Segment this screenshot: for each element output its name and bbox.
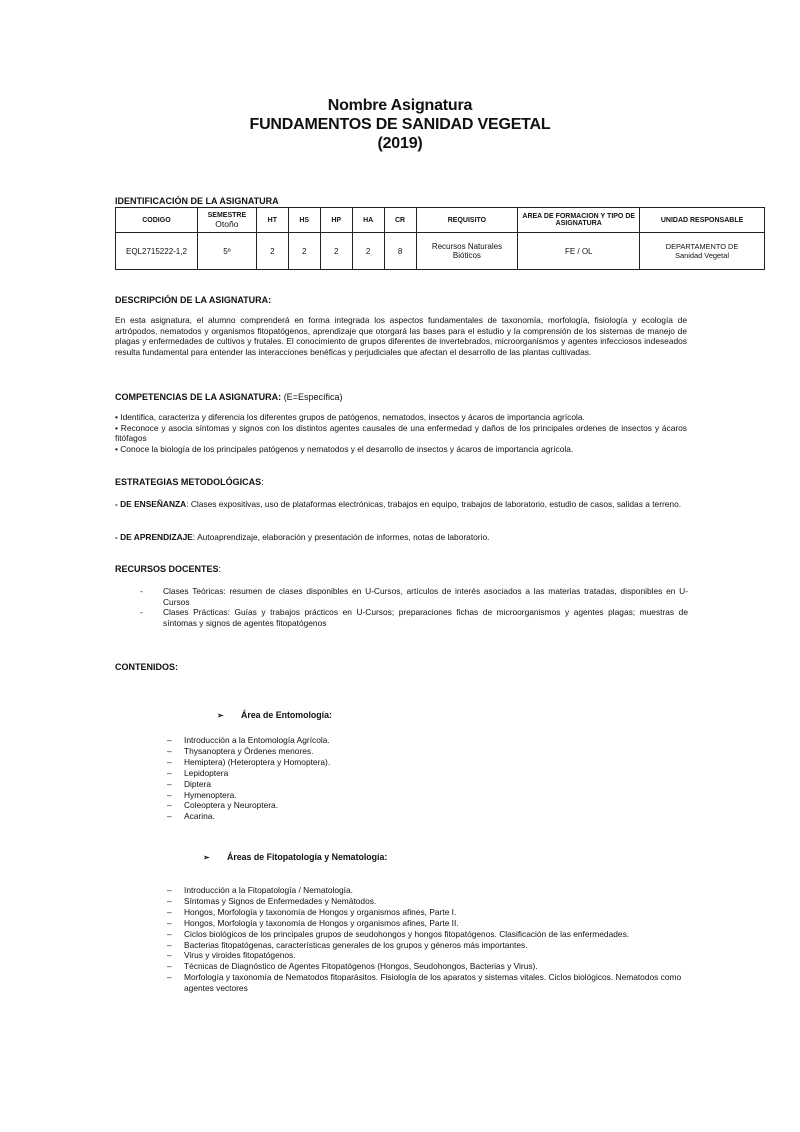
col-ha: HA <box>352 208 384 233</box>
dash-marker: – <box>167 917 172 928</box>
aprendizaje-text: : Autoaprendizaje, elaboración y presentación de informes, notas de laboratorio. <box>192 532 490 542</box>
topic-text: Técnicas de Diagnóstico de Agentes Fitopatógenos (Hongos, Seudohongos, Bacterias y Virus). <box>184 961 538 972</box>
fitopatologia-title: Áreas de Fitopatología y Nematología: <box>227 852 388 862</box>
fitopatologia-topics <box>167 885 697 994</box>
arrow-bullet-icon: ➢ <box>217 711 224 720</box>
topic-text: Virus y viroides fitopatógenos. <box>184 950 296 961</box>
dash-marker: – <box>167 928 172 939</box>
topic-text: Introducción a la Fitopatología / Nematología. <box>184 885 353 895</box>
topic-text: Bacterias fitopatógenas, características generales de los grupos y géneros más importantes. <box>184 939 528 950</box>
identification-table <box>115 207 765 270</box>
dash-marker: – <box>167 972 172 983</box>
list-item <box>167 811 697 822</box>
identification-heading: IDENTIFICACIÓN DE LA ASIGNATURA <box>115 196 279 206</box>
topic-text: Ciclos biológicos de los principales grupos de seudohongos y hongos fitopatógenos. Clasificación de las enfermedades. <box>184 928 630 939</box>
col-cr: CR <box>384 208 416 233</box>
competencias-heading-note: (E=Específica) <box>283 392 343 402</box>
dash-marker: – <box>167 789 172 800</box>
aprendizaje-label: - DE APRENDIZAJE <box>115 532 193 542</box>
descripcion-heading: DESCRIPCIÓN DE LA ASIGNATURA: <box>115 295 272 305</box>
list-item <box>167 757 697 768</box>
dash-marker: – <box>167 895 172 906</box>
entomologia-topics <box>167 735 697 822</box>
col-hp: HP <box>320 208 352 233</box>
cell-area: FE / OL <box>518 233 640 270</box>
list-item <box>140 586 688 607</box>
recursos-heading-colon: : <box>218 564 222 574</box>
dash-marker: – <box>167 745 172 756</box>
col-area: AREA DE FORMACION Y TIPO DE ASIGNATURA <box>518 208 640 233</box>
entomologia-heading <box>217 710 332 720</box>
list-item <box>167 918 697 929</box>
list-item <box>167 961 697 972</box>
cell-semestre: 5º <box>197 233 256 270</box>
cell-unidad <box>640 233 765 270</box>
competencias-list <box>115 412 687 454</box>
cell-unidad-line-2: Sanidad Vegetal <box>675 251 729 260</box>
topic-text: Diptera <box>184 778 211 789</box>
recursos-heading <box>115 564 221 574</box>
estrategias-heading <box>115 477 264 487</box>
list-item <box>167 929 697 940</box>
list-item <box>167 885 697 896</box>
col-ht: HT <box>256 208 288 233</box>
list-item: • Identifica, caracteriza y diferencia los diferentes grupos de patógenos, nematodos, insectos y ácaros de importancia agrícola. <box>115 412 585 422</box>
recurso-text: Clases Teóricas: resumen de clases disponibles en U-Cursos, artículos de interés asociados a las materias tratadas, disponibles en U-Cursos <box>163 586 688 607</box>
entomologia-title: Área de Entomología: <box>241 710 332 720</box>
list-item <box>167 768 697 779</box>
col-semestre-sub: Otoño <box>215 218 239 229</box>
dash-marker: – <box>167 756 172 767</box>
recursos-heading-label: RECURSOS DOCENTES <box>115 564 219 574</box>
col-codigo: CODIGO <box>116 208 198 233</box>
dash-marker: – <box>167 939 172 950</box>
descripcion-text: En esta asignatura, el alumno comprenderá en forma integrada los aspectos fundamentales de taxonomía, morfología, fisiología y ecología de artrópodos, nematodos y organismos fitopatógenos, aprendizaje que otorgará las bases para el estudio y la comprensión de los sistemas de manejo de plagas y enfermedades de cultivos y frutales. El conocimiento de grupos diferentes de invertebrados, microorganismos y agentes infecciosos indeseados resulta fundamental para entender las interacciones benéficas y perjudiciales que afectan el desarrollo de las plantas cultivadas. <box>115 315 687 357</box>
estrategias-heading-label: ESTRATEGIAS METODOLÓGICAS <box>115 477 262 487</box>
list-item <box>167 907 697 918</box>
recursos-list <box>140 586 688 628</box>
list-item <box>167 779 697 790</box>
cell-hs: 2 <box>288 233 320 270</box>
recurso-text: Clases Prácticas: Guías y trabajos prácticos en U-Cursos; preparaciones fichas de microorganismos y agentes plagas; muestras de síntomas y signos de agentes fitopatógenos <box>163 607 688 628</box>
list-item <box>167 735 697 746</box>
topic-text: Thysanoptera y Órdenes menores. <box>184 745 314 756</box>
topic-text: Hongos, Morfología y taxonomía de Hongos y organismos afines, Parte I. <box>184 906 457 917</box>
cell-ht: 2 <box>256 233 288 270</box>
topic-text: Hemiptera) (Heteroptera y Homoptera). <box>184 756 331 767</box>
topic-text: Hymenoptera. <box>184 789 237 800</box>
cell-cr: 8 <box>384 233 416 270</box>
ensenanza-text: : Clases expositivas, uso de plataformas electrónicas, trabajos en equipo, trabajos de laboratorio, estudio de casos, salidas a terreno. <box>186 499 682 509</box>
arrow-bullet-icon: ➢ <box>203 853 210 862</box>
dash-marker: – <box>167 767 172 778</box>
topic-text: Lepidoptera <box>184 767 229 778</box>
competencias-heading <box>115 392 342 402</box>
topic-text: Hongos, Morfología y taxonomía de Hongos y organismos afines, Parte II. <box>184 917 459 928</box>
list-item: • Conoce la biología de los principales patógenos y nematodos y el desarrollo de insectos y ácaros de importancia agrícola. <box>115 443 574 454</box>
estrategias-heading-colon: : <box>261 477 264 487</box>
dash-marker: – <box>167 800 172 811</box>
estrategias-ensenanza <box>115 499 687 510</box>
ensenanza-label: - DE ENSEÑANZA <box>115 499 187 509</box>
cell-unidad-line-1: DEPARTAMENTO DE <box>665 242 739 251</box>
title-block <box>0 96 800 153</box>
course-year: (2019) <box>377 135 423 152</box>
list-item <box>167 746 697 757</box>
dash-marker: – <box>167 950 172 961</box>
list-item <box>140 607 688 628</box>
estrategias-aprendizaje <box>115 532 687 543</box>
list-item <box>167 800 697 811</box>
topic-text: Acarina. <box>184 811 215 822</box>
dash-marker: - <box>140 607 143 618</box>
cell-codigo: EQL2715222-1,2 <box>116 233 198 270</box>
cell-requisito: Recursos Naturales Bióticos <box>416 233 518 270</box>
list-item <box>167 972 697 994</box>
list-item: • Reconoce y asocia síntomas y signos con los distintos agentes causales de una enfermedad y daños de los principales ordenes de insectos y ácaros fitófagos <box>115 422 687 444</box>
list-item <box>167 790 697 801</box>
cell-hp: 2 <box>320 233 352 270</box>
course-title: FUNDAMENTOS DE SANIDAD VEGETAL <box>249 116 551 133</box>
dash-marker: – <box>167 885 172 895</box>
col-unidad: UNIDAD RESPONSABLE <box>640 208 765 233</box>
competencias-heading-label: COMPETENCIAS DE LA ASIGNATURA: <box>115 392 282 402</box>
table-row <box>116 233 765 270</box>
col-semestre <box>197 208 256 233</box>
cell-ha: 2 <box>352 233 384 270</box>
fitopatologia-heading <box>203 852 387 862</box>
contenidos-heading: CONTENIDOS: <box>115 662 178 672</box>
topic-text: Coleoptera y Neuroptera. <box>184 800 279 811</box>
list-item <box>167 950 697 961</box>
title-line-1: Nombre Asignatura <box>327 97 473 114</box>
topic-text: Morfología y taxonomía de Nematodos fitoparásitos. Fisiología de los aparatos y sistemas vitales. Ciclos biológicos. Nematodos como agentes vectores <box>184 972 682 994</box>
col-requisito: REQUISITO <box>416 208 518 233</box>
topic-text: Introducción a la Entomología Agrícola. <box>184 735 330 745</box>
col-semestre-label: SEMESTRE <box>207 211 247 219</box>
list-item <box>167 896 697 907</box>
dash-marker: – <box>167 735 172 745</box>
dash-marker: – <box>167 961 172 972</box>
col-hs: HS <box>288 208 320 233</box>
table-header-row <box>116 208 765 233</box>
dash-marker: – <box>167 811 172 822</box>
list-item <box>167 940 697 951</box>
dash-marker: – <box>167 906 172 917</box>
topic-text: Síntomas y Signos de Enfermedades y Nemátodos. <box>184 895 377 906</box>
dash-marker: - <box>140 586 143 596</box>
dash-marker: – <box>167 778 172 789</box>
